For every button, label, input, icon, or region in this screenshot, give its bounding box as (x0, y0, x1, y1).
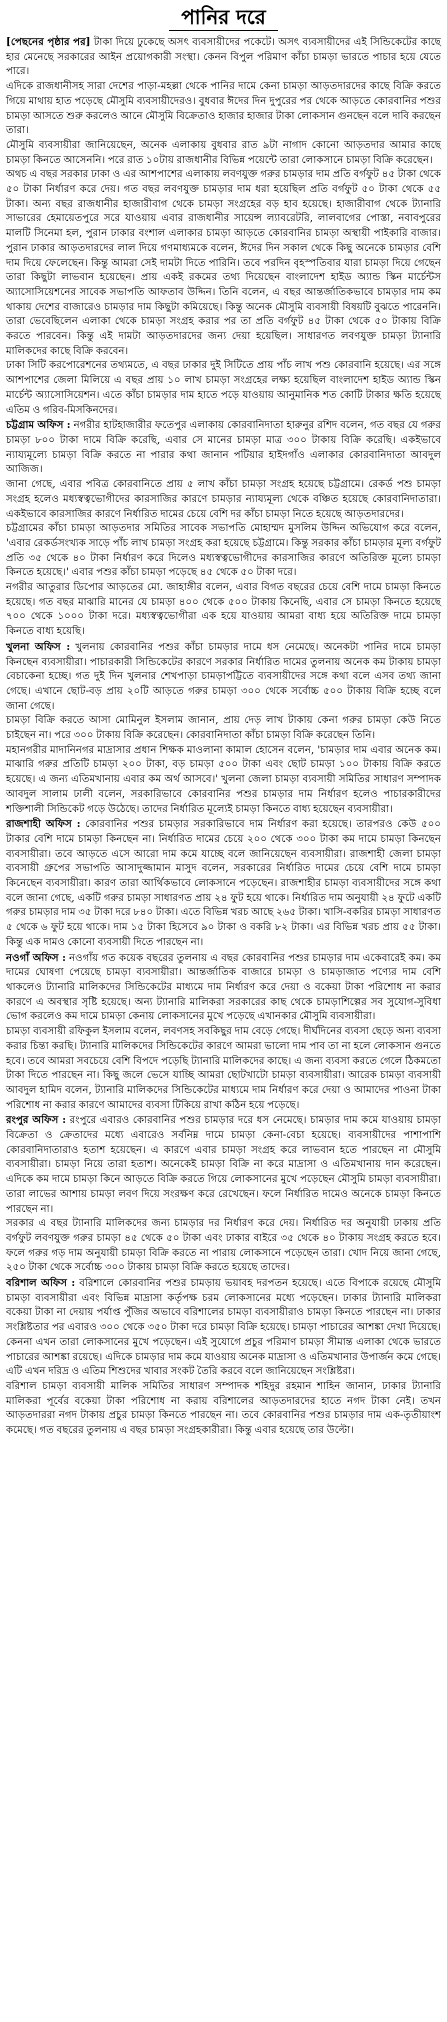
paragraph-text: নগরীর আতুরার ডিপোর আড়তের মো. জাহাঙ্গীর বলেন, এবার বিগত বছরের চেয়ে বেশি দামে চামড়া কিনতে হয়েছে। গত বছর মাঝারি মানের যে চামড়া ৪০০ থেকে ৫০০ টাকায় কিনেছি, এবার সে চামড়া কিনতে হয়েছে ৭০০ থেকে ১০০০ টাকা দরে। মধ্যস্বত্বভোগীরা এক হয়ে যাওয়ায় আমরা বাধ্য হয়ে অতিরিক্ত দামে চামড়া কিনতে বাধ্য হয়েছি। (6, 582, 441, 638)
paragraph-text: রংপুরে এবারও কোরবানির পশুর চামড়ার দরে ধস নেমেছে। চামড়ার দাম কমে যাওয়ায় চামড়া বিক্রেতা ও ক্রেতাদের মধ্যে এবারেও সর্বনিম্ন দামে চামড়া কেনা-বেচা হয়েছে। ব্যবসায়ীদের পাশাপাশি কোরবানিদাতারাও হতাশ হয়েছেন। এ কারণে এবার চামড়া সংগ্রহ করে লাভবান হতে পারছেন না মৌসুমি ব্যবসায়ীরা। চামড়া নিয়ে তারা হতাশ। অনেকেই চামড়া বিক্রি না করে মাদ্রাসা ও এতিমখানায় দান করেছেন। এদিকে কম দামে চামড়া কিনে আড়তে বিক্রি করতে গিয়ে লোকসানের মুখে পড়েছেন মৌসুমি চামড়া ব্যবসায়ীরা। তারা লাভের আশায় চামড়া লবণ দিয়ে সংরক্ষণ করে রেখেছেন। ফলে নির্ধারিত দামেও অনেকে চামড়া কিনতে পারছেন না। (6, 1115, 441, 1215)
article-paragraph (6, 581, 441, 640)
article-paragraph (6, 139, 441, 168)
paragraph-text: নওগাঁয় গত কয়েক বছরের তুলনায় এ বছর কোরবানির পশুর চামড়ার দাম একেবারেই কম। কম দামের ঘোষণা পেয়েছে চামড়া ব্যবসায়ীরা। আন্তর্জাতিক বাজারে চামড়া ও চামড়াজাত পণ্যের দাম বেশি থাকলেও ট্যানারি মালিকদের সিন্ডিকেটের মাধ্যমে দাম নির্ধারণ করে দেয়া ও বকেয়া টাকা পরিশোধ না করার কারণে এ অবস্থার সৃষ্টি হয়েছে। অন্য ট্যানারি মালিকরা সরকারের কাছ থেকে চামড়াশিল্পের সব সুযোগ-সুবিধা ভোগ করলেও কম দামে চামড়া কেনায় লোকসানের মুখে পড়েছে এখানকার মৌসুমি ব্যবসায়ীরা। (6, 952, 441, 1023)
paragraph-text: বরিশালে কোরবানির পশুর চামড়ায় ভয়াবহ দরপতন হয়েছে। এতে বিপাকে রয়েছে মৌসুমি চামড়া ব্যবসায়ীরা এবং বিভিন্ন মাদ্রাসা কর্তৃপক্ষ চরম লোকসানের মধ্যে পড়েছেন। ঢাকার ট্যানারি মালিকরা বকেয়া টাকা না দেয়ায় পর্যাপ্ত পুঁজির অভাবে বরিশালের চামড়া ব্যবসায়ীরাও চামড়া কিনতে পারছেন না। ঢাকার সংশ্লিষ্টতার পর এবারও ৩০০ থেকে ৩৫০ টাকা দরে চামড়া বিক্রি হয়েছে। চামড়া পাচারের আশঙ্কা দেখা দিয়েছে। কেননা এখন তারা লোকসানের মুখে পড়েছেন। এই সুযোগে প্রচুর পরিমাণ চামড়া সীমান্ত এলাকা থেকে ভারতে পাচারের আশঙ্কা রয়েছে। এদিকে চামড়ার দাম কমে যাওয়ায় অনেক মাদ্রাসা ও এতিমখানার উপার্জন কমে গেছে। এটি এখন দরিদ্র ও এতিম শিশুদের খাবার সংকট তৈরি করবে বলে জানিয়েছেন সংশ্লিষ্টরা। (6, 1278, 441, 1378)
paragraph-text: মহানগরীর মাদানিনগর মাদ্রাসার প্রধান শিক্ষক মাওলানা কামাল হোসেন বলেন, 'চামড়ার দাম এবার অনেক কম। মাঝারি গরুর প্রতিটি চামড়া ২০০ টাকা, বড় চামড়া ৫০০ টাকা এবং ছোট চামড়া ১০০ টাকায় বিক্রি করতে হয়েছে। এ জন্য এতিমখানায় এবার কম অর্থ আসবে।' খুলনা জেলা চামড়া ব্যবসায়ী সমিতির সাধারণ সম্পাদক আবদুল সালাম ঢালী বলেন, সরকারিভাবে কোরবানির পশুর চামড়ার দাম নির্ধারণ হলেও পাচারকারীদের শক্তিশালী সিন্ডিকেট গড়ে উঠেছে। তাদের নির্ধারিত মূল্যেই চামড়া কিনতে বাধ্য হয়েছেন ব্যবসায়ীরা। (6, 744, 441, 815)
article-paragraph (6, 478, 441, 522)
paragraph-text: কোরবানির পশুর চামড়ার সরকারিভাবে দাম নির্ধারণ করা হয়েছে। তারপরও কেউ ৫০০ টাকার বেশি দামে চামড়া কিনছেন না। নির্ধারিত দামের চেয়ে ২০০ থেকে ৩০০ টাকা কম দামে চামড়া কিনছেন ব্যবসায়ীরা। তবে আড়তে এসে আরো দাম কমে যাচ্ছে বলে জানিয়েছেন ব্যবসায়ীরা। রাজশাহী জেলা চামড়া ব্যবসায়ী গ্রুপের সভাপতি আসাদুজ্জামান মাসুদ বলেন, সরকারের নির্ধারিত দামের চেয়ে বেশি দামে চামড়া কিনেছেন ব্যবসায়ীরা। কারণ তারা আর্থিকভাবে লোকসানে পড়েছেন। রাজশাহীর চামড়া ব্যবসায়ীদের সঙ্গে কথা বলে জানা গেছে, একটি গরুর চামড়া সাধারণত প্রায় ২৪ ফুট হয়ে থাকে। নির্ধারিত দাম অনুযায়ী ২৪ ফুটে একটি গরুর চামড়ার দাম ৩৫ টাকা দরে ৮৪০ টাকা। এতে বিভিন্ন খরচ আছে ২৬৫ টাকা। খাসি-বকরির চামড়া সাধারণত ৫ থেকে ৬ ফুট হয়ে থাকে। দাম ১৫ টাকা হিসেবে ৯০ টাকা ও বকরি ৮২ টাকা। এর বিভিন্ন খরচ প্রায় ৫৫ টাকা। কিন্তু এক দামও কোনো ব্যবসায়ী দিতে পারছেন না। (6, 819, 441, 948)
article-paragraph (6, 1113, 441, 1217)
article-paragraph (6, 640, 441, 715)
article-body (6, 35, 441, 1439)
paragraph-text: মৌসুমি ব্যবসায়ীরা জানিয়েছেন, অনেক এলাকায় বুধবার রাত ৯টা নাগাদ কোনো আড়তদার আমার কাছে চামড়া কিনতে আসেননি। পরে রাত ১০টায় রাজধানীর বিভিন্ন পয়েন্টে তারা লোকসানে চামড়া বিক্রি করেছেন। (6, 139, 441, 166)
continued-label: [পেছনের পৃষ্ঠার পর] (6, 36, 91, 48)
paragraph-text: ঢাকা সিটি করপোরেশনের তথ্যমতে, এ বছর ঢাকার দুই সিটিতে প্রায় পাঁচ লাখ পশু কোরবানি হয়েছে। এর সঙ্গে আশপাশের জেলা মিলিয়ে এ বছর প্রায় ১০ লাখ চামড়া সংগ্রহের লক্ষ্য হয়েছিল বাংলাদেশ হাইড অ্যান্ড স্কিন মার্চেন্ট অ্যাসোসিয়েশন। এতে কাঁচা চামড়ার দাম হাতে পড়ে যাওয়ায় আনুমানিক শত কোটি টাকার ক্ষতি হয়েছে এতিম ও গরিব-মিসকিনদের। (6, 360, 441, 416)
article-paragraph (6, 1380, 441, 1439)
article-paragraph (6, 522, 441, 581)
paragraph-text: সরকার এ বছর ট্যানারি মালিকদের জন্য চামড়ার দর নির্ধারণ করে দেয়। নির্ধারিত দর অনুযায়ী ঢাকায় প্রতি বর্গফুট লবণযুক্ত গরুর চামড়া ৪৫ থেকে ৫০ টাকা এবং ঢাকার বাইরে ৩৫ থেকে ৪০ টাকায় সংগ্রহ করতে হবে। ফলে গরুর গড় দাম অনুযায়ী চামড়া বিক্রি করতে না পারায় লোকসানে পড়েছেন তারা। খোদ নিয়ে জানা গেছে, ২৫০ টাকা থেকে সর্বোচ্চ ৩০০ টাকায় চামড়া বিক্রি করতে হয়েছে তাদের। (6, 1218, 441, 1274)
article-paragraph (6, 80, 441, 139)
article-paragraph (6, 714, 441, 743)
paragraph-text: অথচ এ বছর সরকার ঢাকা ও এর আশপাশের এলাকায় লবণযুক্ত গরুর চামড়ার দাম প্রতি বর্গফুট ৪৫ টাকা থেকে ৫০ টাকা নির্ধারণ করে দেয়। গত বছর লবণযুক্ত চামড়ার দাম ধরা হয়েছিল প্রতি বর্গফুট ৫০ টাকা থেকে ৫৫ টাকা। অন্য বছর রাজধানীর হাজারীবাগ থেকে চামড়া সংগ্রহের বড় হাব হয়েছে। হাজারীবাগ থেকে ট্যানারি সাভারের হেমায়েতপুরে সরে যাওয়ায় এবার রাজধানীর সায়েন্স ল্যাবরেটরি, লালবাগের পোস্তা, নবাবপুরের মালটি সিনেমা হল, পুরান ঢাকার বংশাল এলাকার চামড়া আড়তে কোরবানির চামড়া অস্থায়ী পাইকারি বাজার। পুরান ঢাকার আড়তদারদের লাল দিয়ে গণমাধ্যমকে বলেন, ঈদের দিন সকাল থেকে কিছু অনেকে চামড়ার বেশি দাম দিয়ে ফেলেছেন। কিন্তু আমরা সেই দামটা দিতে পারিনি। তবে পরদিন বৃহস্পতিবার যারা চামড়া দিয়ে গেছেন তারা কিছুটা লাভবান হয়েছেন। প্রায় একই রকমের তথ্য দিয়েছেন বাংলাদেশ হাইড অ্যান্ড স্কিন মার্চেন্টস অ্যাসোসিয়েশনের সাবেক সভাপতি আফতাব উদ্দিন। তিনি বলেন, এ বছর আন্তর্জাতিকভাবে চামড়ার দাম কম থাকায় দেশের বাজারেও চামড়ার দাম কিছুটা কমিয়েছে। কিন্তু অনেক মৌসুমি ব্যবসায়ী বিষয়টি বুঝতে পারেননি। তারা ভেবেছিলেন এলাকা থেকে চামড়া সংগ্রহ করার পর তা প্রতি বর্গফুট ৪৫ টাকা থেকে ৫০ টাকায় বিক্রি করতে পারবেন। কিন্তু এই দামটা আড়তদারদের জন্য দেয়া হয়েছিল। সাধারণত লবণযুক্ত চামড়া ট্যানারি মালিকদের কাছে বিক্রি করবেন। (6, 169, 441, 357)
title-row (6, 4, 441, 31)
section-heading: নওগাঁ অফিস : (6, 951, 66, 964)
article-paragraph (6, 418, 441, 478)
section-heading: চট্টগ্রাম অফিস : (6, 419, 71, 432)
paragraph-text: এদিকে রাজধানীসহ সারা দেশের পাড়া-মহল্লা থেকে পানির দামে কেনা চামড়া আড়তদারদের কাছে বিক্রি করতে গিয়ে মাথায় হাত পড়েছে মৌসুমি ব্যবসায়ীদেরও। বুধবার ঈদের দিন দুপুরের পর থেকে আড়তে কোরবানির পশুর চামড়া আসতে শুরু করলেও আনে মৌসুমি বিক্রেতাও হাজার হাজার টাকা লোকসান গুনছেন বলে দাবি করছেন তারা। (6, 81, 441, 137)
paragraph-text: টাকা দিয়ে ঢুকেছে অসৎ ব্যবসায়ীদের পকেটে। অসৎ ব্যবসায়ীদের এই সিন্ডিকেটের কাছে হার মেনেছে সরকারের আইন প্রয়োগকারী সংস্থা। কেনন বিপুল পরিমাণ কাঁচা চামড়া ভারতে পাচার হয়ে যেতে পারে। (6, 37, 441, 78)
paragraph-text: বরিশাল চামড়া ব্যবসায়ী মালিক সমিতির সাধারণ সম্পাদক শহিদুর রহমান শাহিন জানান, ঢাকার ট্যানারি মালিকরা পূর্বের বকেয়া টাকা পরিশোধ না করায় বরিশালের আড়তদারদের হাতে নগদ টাকা নেই। তখন আড়তদাররা নগদ টাকায় প্রচুর চামড়া কিনতে পারছেন না। তবে কোরবানির পশুর চামড়ার দাম এক-তৃতীয়াংশ কমেছে। গত বছরের তুলনায় এ বছর চামড়া সংগ্রহকারীরা। কিন্তু এবার হয়েছে তার উল্টো। (6, 1380, 441, 1437)
paragraph-text: চামড়া বিক্রি করতে আসা মোমিনুল ইসলাম জানান, প্রায় দেড় লাখ টাকায় কেনা গরুর চামড়া কেউ নিতে চাইছেন না। পরে ৩০০ টাকায় বিক্রি করেছেন। কোরবানিদাতা কাঁচা চামড়া বিক্রি করেছেন তিনি। (6, 715, 441, 742)
section-heading: বরিশাল অফিস : (6, 1277, 76, 1290)
section-heading: খুলনা অফিস : (6, 640, 71, 653)
paragraph-text: নগরীর হাটহাজারীর ফতেপুর এলাকায় কোরবানিদাতা হারুনুর রশিদ বলেন, গত বছর যে গরুর চামড়া ৮০০ টাকা দামে বিক্রি করেছি, এবার সে মানের চামড়া মাত্র ৩০০ টাকায় বিক্রি করেছি। একইভাবে ন্যায্যমূল্যে চামড়া বিক্রি করতে না পারার কথা জানান পটিয়ার হাইদগাঁও এলাকার কোরবানিদাতা আবদুল আজিজ। (6, 420, 441, 476)
paragraph-text: চট্টগ্রামের কাঁচা চামড়া আড়তদার সমিতির সাবেক সভাপতি মোহাম্মদ মুসলিম উদ্দিন অভিযোগ করে বলেন, 'এবার রেকর্ডসংখ্যক সাড়ে পাঁচ লাখ চামড়া সংগ্রহ করা হয়েছে চট্টগ্রামে। কিন্তু সরকার কাঁচা চামড়ার মূল্য বর্গফুট প্রতি ৩৫ থেকে ৪০ টাকা নির্ধারণ করে দিলেও মধ্যস্বত্বভোগীদের কারসাজির কারণে অতিরিক্ত মূল্যে চামড়া কিনতে হয়েছে।' এবার পশুর কাঁচা চামড়া পড়েছে ৪৫ থেকে ৫০ টাকা দরে। (6, 523, 441, 579)
paragraph-text: খুলনায় কোরবানির পশুর কাঁচা চামড়ার দামে ধস নেমেছে। অনেকটা পানির দামে চামড়া কিনছেন ব্যবসায়ীরা। পাচারকারী সিন্ডিকেটের কারণে সরকার নির্ধারিত দামের তুলনায় অনেক কম টাকায় চামড়া বেচাকেনা হচ্ছে। গত দুই দিন খুলনার শেখপাড়া চামড়াপট্টিতে ব্যবসায়ীদের সঙ্গে কথা বলে এসব তথ্য জানা গেছে। এখানে ছোট-বড় প্রায় ২০টি আড়তে গরুর চামড়া ৩০০ থেকে সর্বোচ্চ ৫০০ টাকায় বিক্রি হচ্ছে বলে জানা গেছে। (6, 641, 441, 712)
article-paragraph (6, 35, 441, 80)
section-heading: রংপুর অফিস : (6, 1114, 67, 1127)
article-paragraph (6, 1025, 441, 1113)
article-paragraph (6, 359, 441, 418)
article-paragraph (6, 744, 441, 818)
section-heading: রাজশাহী অফিস : (6, 818, 81, 831)
article-paragraph (6, 1276, 441, 1380)
paragraph-text: জানা গেছে, এবার পবিত্র কোরবানিতে প্রায় ৫ লাখ কাঁচা চামড়া সংগ্রহ হয়েছে চট্টগ্রামে। রেকর্ড পশু চামড়া সংগ্রহ হলেও মধ্যস্বত্বভোগীদের কারসাজির কারণে চামড়ার ন্যায্যমূল্য থেকে বঞ্চিত হয়েছে কোরবানিদাতারা। একইভাবে কারসাজির কারণে নির্ধারিত দামের চেয়ে বেশি দর কাঁচা চামড়া নিতে হয়েছে আড়তদারদের। (6, 479, 441, 520)
article-paragraph (6, 1217, 441, 1276)
article-paragraph (6, 817, 441, 950)
article-title: পানির দরে (169, 4, 278, 31)
article-paragraph (6, 168, 441, 359)
paragraph-text: চামড়া ব্যবসায়ী রফিকুল ইসলাম বলেন, লবণসহ সবকিছুর দাম বেড়ে গেছে। দীর্ঘদিনের ব্যবসা ছেড়ে অন্য ব্যবসা করার চিন্তা করছি। ট্যানারি মালিকদের সিন্ডিকেটের কারণে আমরা ভালো দাম পাব তা না হলে লোকসান গুনতে হবে। তবে আমরা সবচেয়ে বেশি বিপদে পড়েছি ট্যানারি মালিকদের কাছে। এ জন্য ব্যবসা করতে গেলে ঠিকমতো টাকা দিতে পারছেন না। কিছু জলে ভেসে যাচ্ছি আমরা ছোটখাটো চামড়া ব্যবসায়ীরা। আরেক চামড়া ব্যবসায়ী আবদুল হামিদ বলেন, ট্যানারি মালিকদের সিন্ডিকেটের মাধ্যমে দাম নির্ধারণ করে দেয়া ও আমাদের পাওনা টাকা পরিশোধ না করার কারণে আমাদের ব্যবসা টিকিয়ে রাখা কঠিন হয়ে পড়েছে। (6, 1026, 441, 1111)
article-paragraph (6, 951, 441, 1026)
